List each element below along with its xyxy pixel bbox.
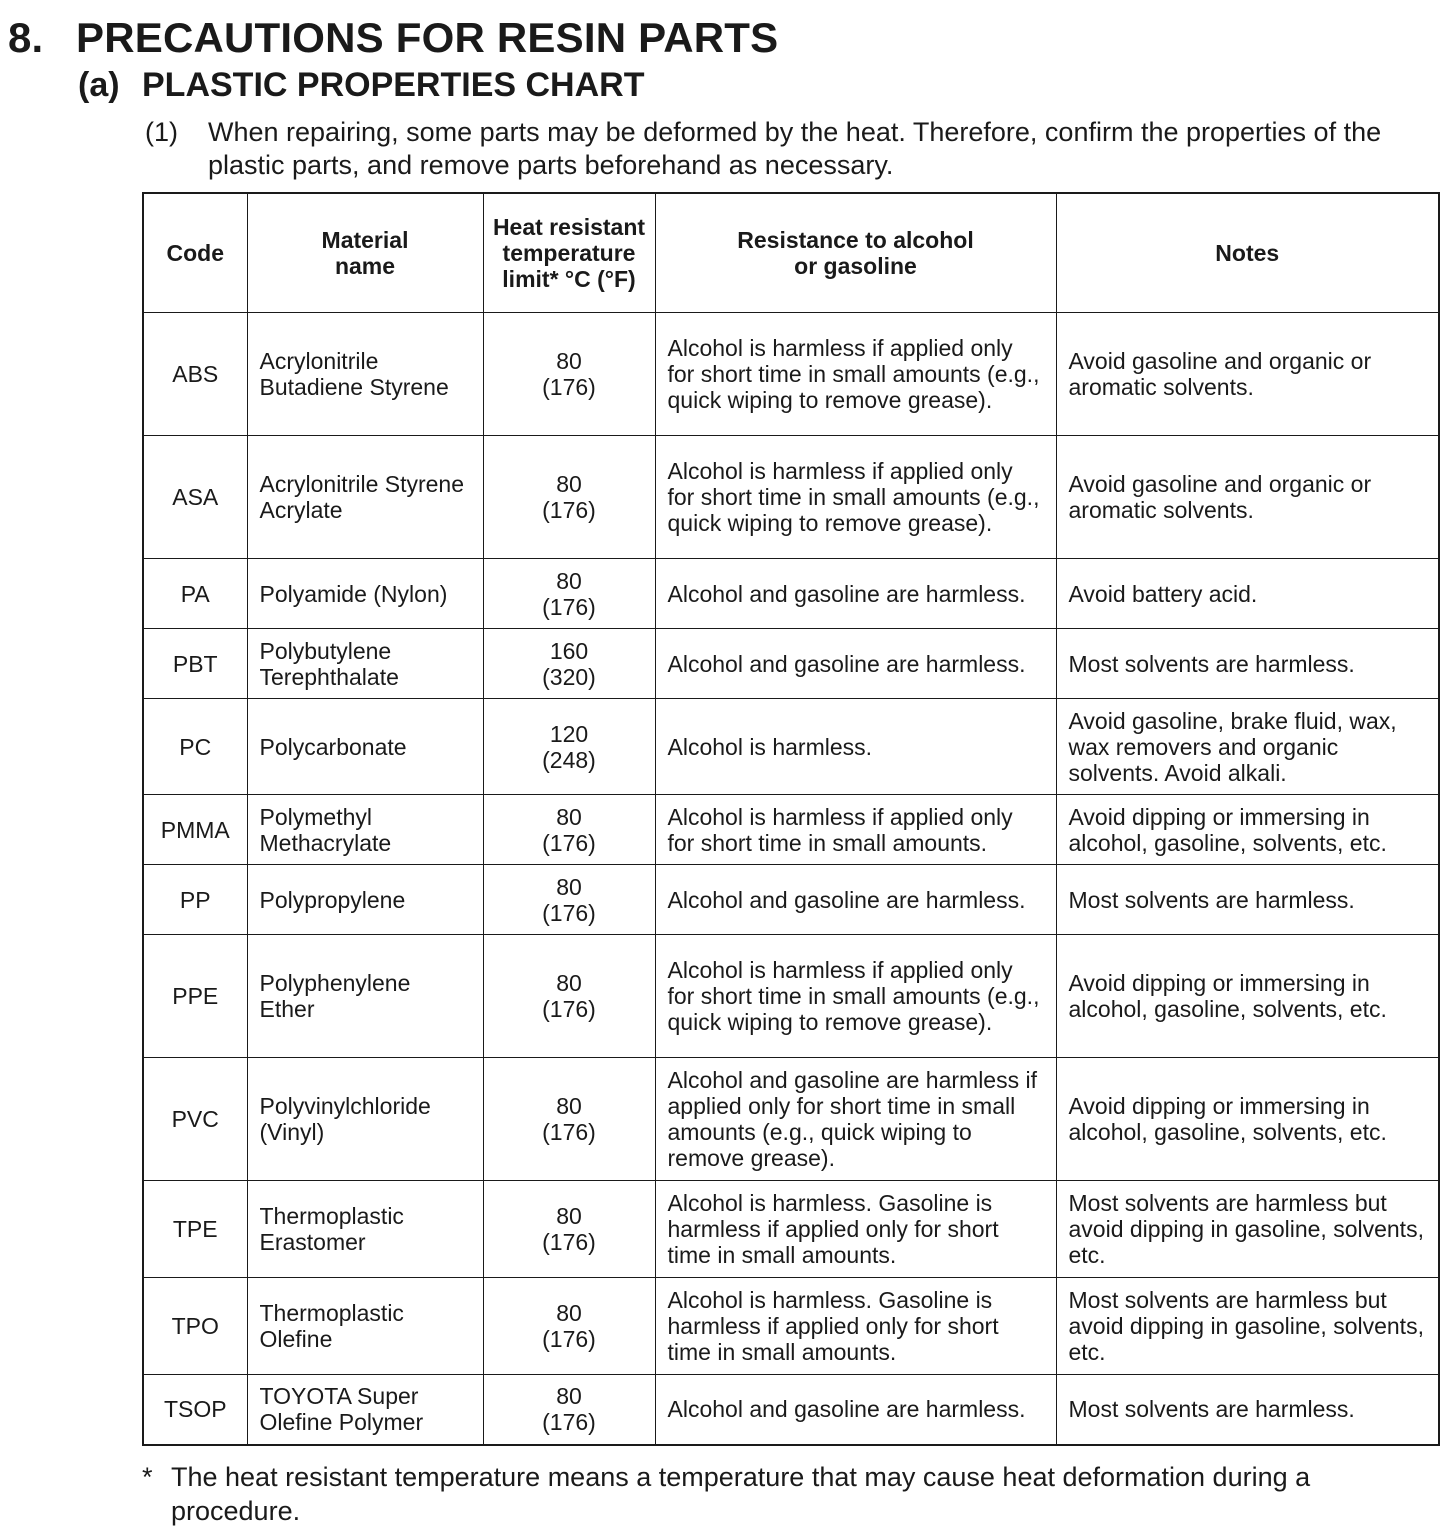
cell-material-name: Polyvinylchloride (Vinyl) <box>247 1058 483 1181</box>
footnote-text: The heat resistant temperature means a temperature that may cause heat deformation during a procedure. <box>171 1462 1311 1526</box>
cell-notes: Avoid gasoline and organic or aromatic solvents. <box>1056 313 1439 436</box>
cell-resistance: Alcohol is harmless if applied only for short time in small amounts (e.g., quick wiping to remove grease). <box>655 436 1056 559</box>
cell-notes: Avoid gasoline and organic or aromatic solvents. <box>1056 436 1439 559</box>
cell-notes: Most solvents are harmless but avoid dipping in gasoline, solvents, etc. <box>1056 1181 1439 1278</box>
cell-heat-temp-limit <box>483 795 655 865</box>
cell-resistance: Alcohol and gasoline are harmless if applied only for short time in small amounts (e.g., quick wiping to remove grease). <box>655 1058 1056 1181</box>
cell-heat-temp-limit <box>483 436 655 559</box>
temp-fahrenheit: (248) <box>542 746 596 773</box>
header-code: Code <box>143 193 247 313</box>
plastic-properties-table <box>142 192 1440 1446</box>
table-row <box>143 1278 1439 1375</box>
temp-celsius: 80 <box>556 348 582 374</box>
cell-code: PMMA <box>143 795 247 865</box>
table-row <box>143 559 1439 629</box>
temp-fahrenheit: (176) <box>542 593 596 620</box>
cell-notes: Most solvents are harmless. <box>1056 865 1439 935</box>
subsection-heading <box>78 66 644 105</box>
cell-resistance: Alcohol and gasoline are harmless. <box>655 865 1056 935</box>
table-row <box>143 699 1439 795</box>
cell-notes: Most solvents are harmless but avoid dipping in gasoline, solvents, etc. <box>1056 1278 1439 1375</box>
cell-code: PP <box>143 865 247 935</box>
cell-notes: Avoid dipping or immersing in alcohol, gasoline, solvents, etc. <box>1056 935 1439 1058</box>
header-notes: Notes <box>1056 193 1439 313</box>
temp-celsius: 80 <box>556 1300 582 1326</box>
temp-celsius: 80 <box>556 567 582 594</box>
temp-celsius: 80 <box>556 970 582 996</box>
cell-resistance: Alcohol is harmless. <box>655 699 1056 795</box>
temp-fahrenheit: (176) <box>542 374 596 400</box>
temp-fahrenheit: (176) <box>542 1229 596 1255</box>
intro-text: When repairing, some parts may be deformed by the heat. Therefore, confirm the properties of the plastic parts, and remove parts beforehand as necessary. <box>208 117 1382 180</box>
cell-code: ABS <box>143 313 247 436</box>
cell-heat-temp-limit <box>483 629 655 699</box>
table-row <box>143 436 1439 559</box>
cell-notes: Avoid gasoline, brake fluid, wax, wax removers and organic solvents. Avoid alkali. <box>1056 699 1439 795</box>
section-title: PRECAUTIONS FOR RESIN PARTS <box>76 14 779 61</box>
cell-resistance: Alcohol is harmless. Gasoline is harmless if applied only for short time in small amounts. <box>655 1181 1056 1278</box>
cell-material-name: Thermoplastic Olefine <box>247 1278 483 1375</box>
temp-celsius: 120 <box>549 720 589 747</box>
temp-fahrenheit: (176) <box>542 1119 596 1145</box>
cell-notes: Most solvents are harmless. <box>1056 629 1439 699</box>
cell-code: PBT <box>143 629 247 699</box>
temp-fahrenheit: (176) <box>542 1409 596 1436</box>
cell-material-name: Polymethyl Methacrylate <box>247 795 483 865</box>
cell-heat-temp-limit <box>483 313 655 436</box>
table-row <box>143 1375 1439 1445</box>
subsection-title: PLASTIC PROPERTIES CHART <box>142 66 645 104</box>
section-heading <box>8 14 778 62</box>
cell-material-name: Polycarbonate <box>247 699 483 795</box>
temp-fahrenheit: (320) <box>542 663 596 690</box>
cell-heat-temp-limit <box>483 1375 655 1445</box>
cell-material-name: Thermoplastic Erastomer <box>247 1181 483 1278</box>
footnote <box>142 1460 1442 1528</box>
cell-code: PA <box>143 559 247 629</box>
cell-heat-temp-limit <box>483 699 655 795</box>
table-row <box>143 629 1439 699</box>
cell-heat-temp-limit <box>483 1181 655 1278</box>
cell-material-name: Acrylonitrile Butadiene Styrene <box>247 313 483 436</box>
temp-celsius: 80 <box>556 1093 582 1119</box>
cell-heat-temp-limit <box>483 935 655 1058</box>
cell-notes: Avoid dipping or immersing in alcohol, gasoline, solvents, etc. <box>1056 795 1439 865</box>
temp-fahrenheit: (176) <box>542 996 596 1022</box>
table-header-row <box>143 193 1439 313</box>
subsection-number: (a) <box>78 66 120 104</box>
cell-material-name: TOYOTA Super Olefine Polymer <box>247 1375 483 1445</box>
cell-material-name: Polybutylene Terephthalate <box>247 629 483 699</box>
cell-heat-temp-limit <box>483 865 655 935</box>
temp-fahrenheit: (176) <box>542 497 596 523</box>
temp-fahrenheit: (176) <box>542 1326 596 1352</box>
temp-celsius: 80 <box>556 1203 582 1229</box>
cell-resistance: Alcohol and gasoline are harmless. <box>655 1375 1056 1445</box>
header-material-name: Material name <box>247 193 483 313</box>
intro-paragraph <box>145 116 1440 182</box>
temp-celsius: 80 <box>556 1383 582 1410</box>
intro-number: (1) <box>145 117 178 147</box>
cell-material-name: Polyamide (Nylon) <box>247 559 483 629</box>
cell-code: TSOP <box>143 1375 247 1445</box>
footnote-marker: * <box>142 1462 153 1492</box>
header-resistance: Resistance to alcohol or gasoline <box>655 193 1056 313</box>
temp-celsius: 80 <box>556 873 582 900</box>
cell-resistance: Alcohol is harmless if applied only for short time in small amounts. <box>655 795 1056 865</box>
cell-resistance: Alcohol is harmless if applied only for short time in small amounts (e.g., quick wiping to remove grease). <box>655 935 1056 1058</box>
table-row <box>143 1058 1439 1181</box>
cell-heat-temp-limit <box>483 559 655 629</box>
cell-code: TPE <box>143 1181 247 1278</box>
temp-celsius: 160 <box>549 637 589 664</box>
cell-code: PC <box>143 699 247 795</box>
table-row <box>143 1181 1439 1278</box>
cell-notes: Avoid battery acid. <box>1056 559 1439 629</box>
cell-code: TPO <box>143 1278 247 1375</box>
cell-resistance: Alcohol and gasoline are harmless. <box>655 629 1056 699</box>
cell-code: ASA <box>143 436 247 559</box>
cell-material-name: Acrylonitrile Styrene Acrylate <box>247 436 483 559</box>
section-number: 8. <box>8 14 44 61</box>
cell-material-name: Polypropylene <box>247 865 483 935</box>
temp-fahrenheit: (176) <box>542 829 596 856</box>
cell-material-name: Polyphenylene Ether <box>247 935 483 1058</box>
table-row <box>143 795 1439 865</box>
table-row <box>143 865 1439 935</box>
header-heat-temp-limit: Heat resistant temperature limit* °C (°F) <box>483 193 655 313</box>
cell-resistance: Alcohol is harmless if applied only for short time in small amounts (e.g., quick wiping to remove grease). <box>655 313 1056 436</box>
cell-heat-temp-limit <box>483 1058 655 1181</box>
cell-code: PVC <box>143 1058 247 1181</box>
table-body <box>143 313 1439 1445</box>
cell-heat-temp-limit <box>483 1278 655 1375</box>
cell-notes: Avoid dipping or immersing in alcohol, gasoline, solvents, etc. <box>1056 1058 1439 1181</box>
temp-celsius: 80 <box>556 803 582 830</box>
cell-resistance: Alcohol is harmless. Gasoline is harmless if applied only for short time in small amounts. <box>655 1278 1056 1375</box>
cell-notes: Most solvents are harmless. <box>1056 1375 1439 1445</box>
temp-fahrenheit: (176) <box>542 899 596 926</box>
temp-celsius: 80 <box>556 471 582 497</box>
table-row <box>143 935 1439 1058</box>
cell-code: PPE <box>143 935 247 1058</box>
table-row <box>143 313 1439 436</box>
cell-resistance: Alcohol and gasoline are harmless. <box>655 559 1056 629</box>
